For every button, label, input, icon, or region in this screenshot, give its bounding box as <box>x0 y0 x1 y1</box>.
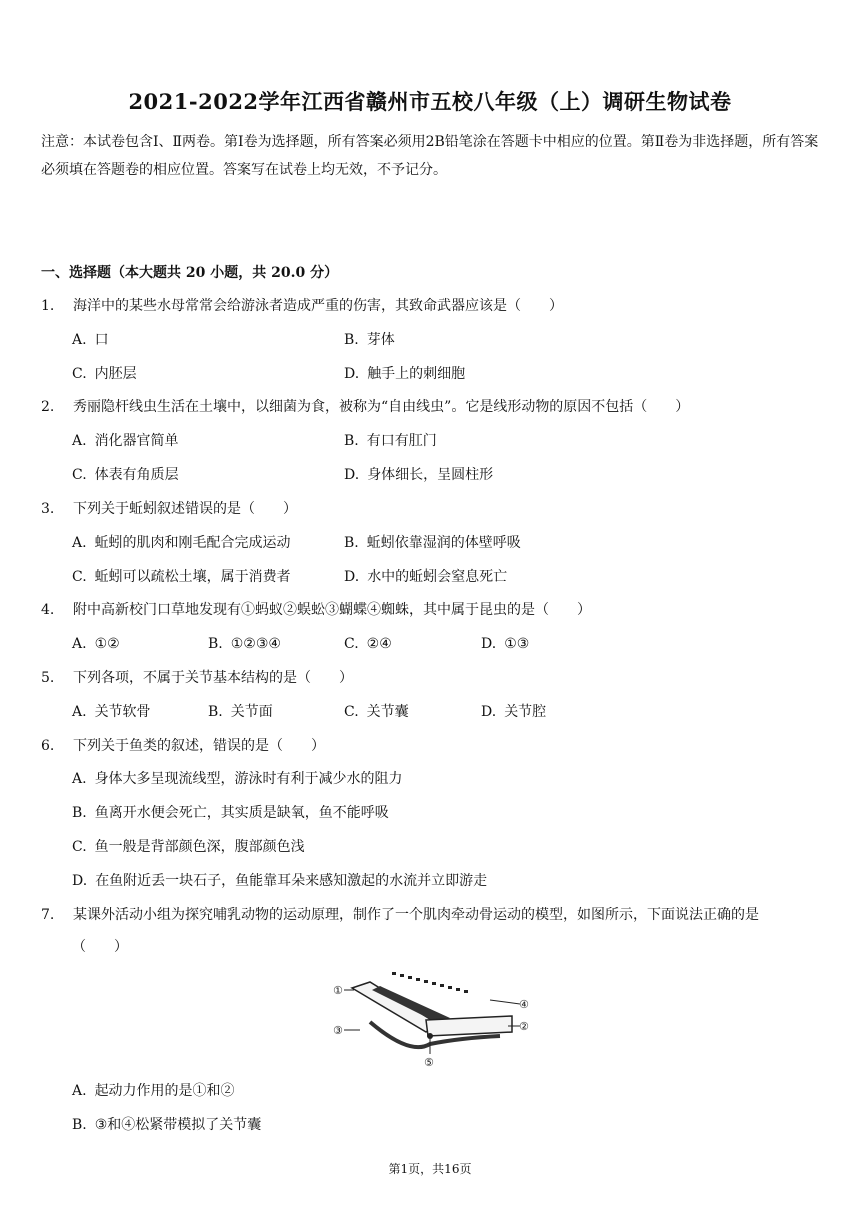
option-c: C. 体表有角质层 <box>72 467 179 483</box>
question-number: 3. <box>41 501 55 517</box>
question-6 <box>41 736 831 756</box>
question-2 <box>41 397 831 417</box>
option-a: A. 关节软骨 <box>72 704 151 720</box>
option-a: A. ①② <box>72 636 120 652</box>
option-a: A. 消化器官简单 <box>72 433 179 449</box>
option-a: A. 身体大多呈现流线型，游泳时有利于减少水的阻力 <box>72 771 403 787</box>
question-7 <box>41 905 831 925</box>
question-5 <box>41 668 831 688</box>
question-stem: 附中高新校门口草地发现有①蚂蚁②蜈蚣③蝴蝶④蜘蛛，其中属于昆虫的是（ ） <box>73 602 591 618</box>
option-c: C. 鱼一般是背部颜色深，腹部颜色浅 <box>72 839 305 855</box>
question-number: 1. <box>41 298 55 314</box>
option-b: B. ③和④松紧带模拟了关节囊 <box>72 1117 262 1133</box>
option-a: A. 蚯蚓的肌肉和刚毛配合完成运动 <box>72 535 291 551</box>
question-number: 2. <box>41 399 55 415</box>
option-d: D. 在鱼附近丢一块石子，鱼能靠耳朵来感知激起的水流并立即游走 <box>72 873 488 889</box>
option-b: B. 蚯蚓依靠湿润的体壁呼吸 <box>344 535 521 551</box>
option-b: B. 有口有肛门 <box>344 433 437 449</box>
muscle-bone-model-figure <box>330 966 530 1070</box>
option-c: C. 内胚层 <box>72 366 137 382</box>
question-1 <box>41 296 831 316</box>
figure-label-5: ⑤ <box>424 1056 434 1069</box>
question-number: 5. <box>41 670 55 686</box>
figure-label-4: ④ <box>519 998 529 1011</box>
question-stem: 海洋中的某些水母常常会给游泳者造成严重的伤害，其致命武器应该是（ ） <box>73 298 563 314</box>
option-c: C. 关节囊 <box>344 704 409 720</box>
figure-label-1: ① <box>333 984 343 997</box>
option-a: A. 起动力作用的是①和② <box>72 1083 235 1099</box>
option-b: B. ①②③④ <box>208 636 281 652</box>
option-d: D. 触手上的刺细胞 <box>344 366 466 382</box>
question-number: 6. <box>41 738 55 754</box>
option-d: D. 关节腔 <box>481 704 547 720</box>
option-d: D. 水中的蚯蚓会窒息死亡 <box>344 569 508 585</box>
question-number: 4. <box>41 602 55 618</box>
option-a: A. 口 <box>72 332 109 348</box>
section-heading: 一、选择题（本大题共 20 小题，共 20.0 分） <box>41 265 339 281</box>
question-3 <box>41 499 831 519</box>
question-stem: 下列关于蚯蚓叙述错误的是（ ） <box>73 501 297 517</box>
question-stem: 下列关于鱼类的叙述，错误的是（ ） <box>73 738 325 754</box>
option-c: C. ②④ <box>344 636 392 652</box>
page-title: 2021-2022学年江西省赣州市五校八年级（上）调研生物试卷 <box>128 89 732 114</box>
option-d: D. ①③ <box>481 636 530 652</box>
option-b: B. 芽体 <box>344 332 395 348</box>
option-d: D. 身体细长，呈圆柱形 <box>344 467 494 483</box>
notice-text: 注意：本试卷包含Ⅰ、Ⅱ两卷。第Ⅰ卷为选择题，所有答案必须用2B铅笔涂在答题卡中相应的位置。第Ⅱ卷为非选择题，所有答案必须填在答题卷的相应位置。答案写在试卷上均无效，不予记分。 <box>41 134 819 178</box>
option-b: B. 关节面 <box>208 704 273 720</box>
question-number: 7. <box>41 907 55 923</box>
option-c: C. 蚯蚓可以疏松土壤，属于消费者 <box>72 569 291 585</box>
question-stem: 下列各项，不属于关节基本结构的是（ ） <box>73 670 353 686</box>
page-footer: 第1页，共16页 <box>388 1162 472 1176</box>
question-stem-continued: （ ） <box>72 939 128 955</box>
figure-label-2: ② <box>519 1020 529 1033</box>
figure-label-3: ③ <box>333 1024 343 1037</box>
question-stem: 某课外活动小组为探究哺乳动物的运动原理，制作了一个肌肉牵动骨运动的模型，如图所示，下面说法正确的是 <box>73 907 759 923</box>
option-b: B. 鱼离开水便会死亡，其实质是缺氧，鱼不能呼吸 <box>72 805 389 821</box>
question-4 <box>41 600 831 620</box>
question-stem: 秀丽隐杆线虫生活在土壤中，以细菌为食，被称为“自由线虫”。它是线形动物的原因不包括（ ） <box>73 399 690 415</box>
